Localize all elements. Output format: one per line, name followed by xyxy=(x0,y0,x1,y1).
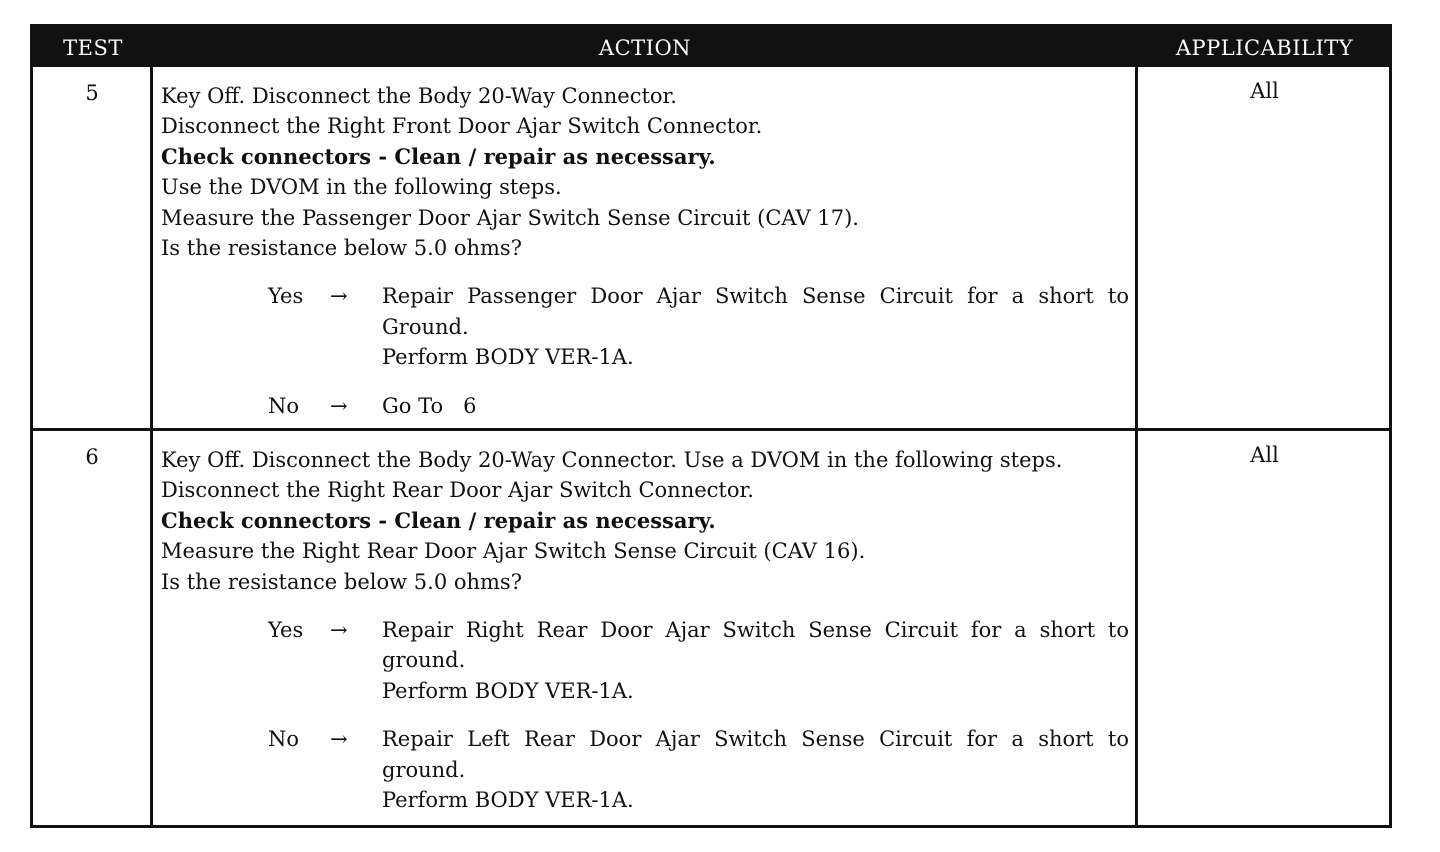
outcome-no-text xyxy=(382,391,1129,421)
arrow-right-icon: → xyxy=(330,393,348,418)
action-question: Is the resistance below 5.0 ohms? xyxy=(161,235,522,260)
action-step-emphasis: Check connectors - Clean / repair as necessary. xyxy=(161,143,716,169)
test-number: 5 xyxy=(85,81,99,105)
diagnostic-table xyxy=(30,24,1392,828)
header-test: TEST xyxy=(63,36,123,60)
action-step: Disconnect the Right Front Door Ajar Switch Connector. xyxy=(161,114,763,139)
action-step: Disconnect the Right Rear Door Ajar Switch Connector. xyxy=(161,478,754,503)
outcome-line: Go To 6 xyxy=(382,393,477,418)
action-step: Use the DVOM in the following steps. xyxy=(161,175,562,200)
action-step: Measure the Passenger Door Ajar Switch Sense Circuit (CAV 17). xyxy=(161,205,859,230)
outcome-no xyxy=(161,724,1133,815)
arrow-right-icon: → xyxy=(330,617,348,642)
outcome-line: Perform BODY VER-1A. xyxy=(382,345,634,370)
outcome-line: ground. xyxy=(382,757,466,782)
outcome-line: Perform BODY VER-1A. xyxy=(382,787,634,812)
action-step-emphasis: Check connectors - Clean / repair as necessary. xyxy=(161,507,716,533)
action-cell xyxy=(161,81,1133,421)
test-number: 6 xyxy=(85,445,99,469)
arrow-right-icon: → xyxy=(330,727,348,752)
applicability-value: All xyxy=(1250,443,1279,467)
outcome-yes-text xyxy=(382,615,1129,706)
outcome-line: ground. xyxy=(382,648,466,673)
outcome-no-label: No xyxy=(268,727,300,752)
outcome-line: Repair Passenger Door Ajar Switch Sense Circuit for a short to xyxy=(382,284,1129,309)
applicability-value: All xyxy=(1250,79,1279,103)
outcome-yes xyxy=(161,281,1133,372)
outcome-no xyxy=(161,391,1133,421)
outcome-no-text xyxy=(382,724,1129,815)
outcome-yes xyxy=(161,615,1133,706)
outcome-line: Ground. xyxy=(382,314,469,339)
action-step: Measure the Right Rear Door Ajar Switch Sense Circuit (CAV 16). xyxy=(161,539,866,564)
outcome-yes-text xyxy=(382,281,1129,372)
action-step: Key Off. Disconnect the Body 20-Way Connector. xyxy=(161,84,677,108)
action-step: Key Off. Disconnect the Body 20-Way Connector. Use a DVOM in the following steps. xyxy=(161,448,1063,472)
outcome-line: Repair Left Rear Door Ajar Switch Sense Circuit for a short to xyxy=(382,727,1129,752)
action-cell xyxy=(161,445,1133,815)
table-header xyxy=(33,27,1389,67)
outcome-line: Perform BODY VER-1A. xyxy=(382,678,634,703)
action-question: Is the resistance below 5.0 ohms? xyxy=(161,569,522,594)
row-divider xyxy=(33,428,1389,431)
header-action: ACTION xyxy=(598,36,692,60)
header-applicability: APPLICABILITY xyxy=(1175,36,1354,60)
arrow-right-icon: → xyxy=(330,284,348,309)
outcome-no-label: No xyxy=(268,393,300,418)
outcome-yes-label: Yes xyxy=(268,617,304,642)
outcome-yes-label: Yes xyxy=(268,284,304,309)
outcome-line: Repair Right Rear Door Ajar Switch Sense Circuit for a short to xyxy=(382,617,1129,642)
